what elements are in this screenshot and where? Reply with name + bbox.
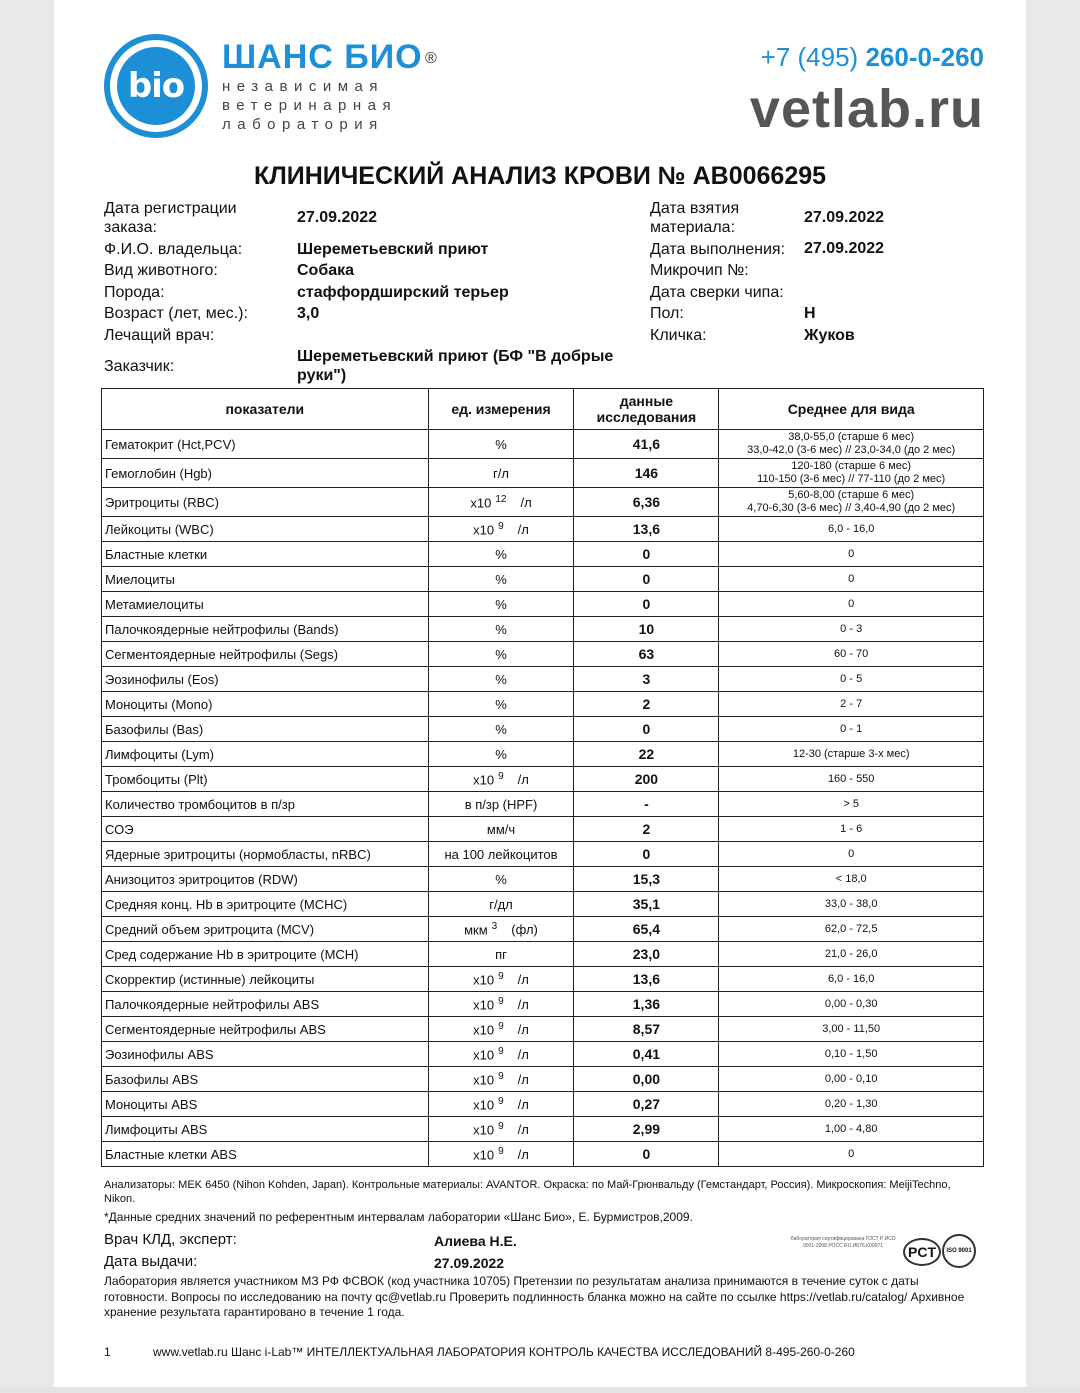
reference-range bbox=[719, 488, 984, 517]
parameter-name: Количество тромбоцитов в п/зр bbox=[102, 792, 429, 817]
reference-line: 0,10 - 1,50 bbox=[824, 1047, 878, 1060]
result-value: 0 bbox=[574, 567, 719, 592]
unit-base: x10 bbox=[473, 1122, 495, 1138]
unit-base: г/дл bbox=[489, 896, 513, 912]
table-row bbox=[102, 767, 984, 792]
parameter-name: Эозинофилы (Eos) bbox=[102, 667, 429, 692]
reference-line: 1,00 - 4,80 bbox=[824, 1122, 878, 1135]
species-value: Собака bbox=[297, 262, 355, 279]
unit-suffix: /л bbox=[517, 522, 529, 538]
unit-cell bbox=[428, 642, 574, 667]
unit-cell bbox=[428, 792, 574, 817]
viewer-left-margin bbox=[0, 0, 54, 1393]
unit-base: x10 bbox=[470, 495, 492, 511]
result-value: 0 bbox=[574, 717, 719, 742]
phone-main: 260-0-260 bbox=[865, 42, 984, 72]
result-value: 35,1 bbox=[574, 892, 719, 917]
reference-range bbox=[719, 692, 984, 717]
table-row bbox=[102, 488, 984, 517]
reference-line: 0 bbox=[848, 847, 855, 860]
unit-base: мкм bbox=[464, 922, 488, 938]
reference-line: 0 bbox=[848, 572, 855, 585]
unit-exponent: 9 bbox=[498, 1120, 504, 1132]
table-row bbox=[102, 692, 984, 717]
reference-line: 0,00 - 0,10 bbox=[824, 1072, 878, 1085]
certification-note: Лаборатория сертифицирована ГОСТ Р ИСО 9001-2008 РОСС RU.ИК76.К00071 bbox=[790, 1236, 896, 1249]
result-value: 15,3 bbox=[574, 867, 719, 892]
unit-cell bbox=[428, 992, 574, 1017]
unit-base: мм/ч bbox=[486, 821, 516, 837]
unit-cell bbox=[428, 842, 574, 867]
reference-line: 21,0 - 26,0 bbox=[824, 947, 878, 960]
parameter-name: Сегментоядерные нейтрофилы (Segs) bbox=[102, 642, 429, 667]
result-value: 65,4 bbox=[574, 917, 719, 942]
reference-note: *Данные средних значений по референтным интервалам лаборатории «Шанс Био», Е. Бурмистров,2009. bbox=[104, 1210, 693, 1224]
table-body bbox=[102, 430, 984, 1167]
result-value: 2 bbox=[574, 817, 719, 842]
reference-range bbox=[719, 642, 984, 667]
result-value: - bbox=[574, 792, 719, 817]
unit-cell bbox=[428, 1017, 574, 1042]
reference-line: < 18,0 bbox=[835, 872, 867, 885]
table-row bbox=[102, 1142, 984, 1167]
reference-line: 0 bbox=[848, 547, 855, 560]
unit-cell bbox=[428, 517, 574, 542]
parameter-name: Лимфоциты ABS bbox=[102, 1117, 429, 1142]
parameter-name: Бластные клетки ABS bbox=[102, 1142, 429, 1167]
parameter-name: Анизоцитоз эритроцитов (RDW) bbox=[102, 867, 429, 892]
table-row bbox=[102, 867, 984, 892]
unit-exponent: 9 bbox=[498, 770, 504, 782]
unit-cell bbox=[428, 942, 574, 967]
table-row bbox=[102, 1092, 984, 1117]
unit-base: % bbox=[495, 546, 507, 562]
phone-number bbox=[761, 42, 984, 73]
result-value: 146 bbox=[574, 459, 719, 488]
unit-exponent: 9 bbox=[498, 1045, 504, 1057]
unit-cell bbox=[428, 617, 574, 642]
viewer-right-margin bbox=[1026, 0, 1080, 1393]
reference-range bbox=[719, 917, 984, 942]
parameter-name: Гемоглобин (Hgb) bbox=[102, 459, 429, 488]
unit-exponent: 9 bbox=[498, 1145, 504, 1157]
unit-base: x10 bbox=[473, 772, 495, 788]
result-value: 1,36 bbox=[574, 992, 719, 1017]
owner-value: Шереметьевский приют bbox=[297, 241, 489, 258]
table-row bbox=[102, 430, 984, 459]
reference-line: 3,00 - 11,50 bbox=[822, 1022, 881, 1035]
parameter-name: Миелоциты bbox=[102, 567, 429, 592]
reference-range bbox=[719, 542, 984, 567]
unit-cell bbox=[428, 742, 574, 767]
reference-line: 12-30 (старше 3-х мес) bbox=[792, 747, 910, 760]
site-logo: vetlab.ru bbox=[749, 79, 984, 139]
unit-cell bbox=[428, 692, 574, 717]
sample-date-label: Дата взятия материала: bbox=[650, 200, 740, 236]
parameter-name: Сегментоядерные нейтрофилы ABS bbox=[102, 1017, 429, 1042]
customer-label: Заказчик: bbox=[104, 358, 175, 375]
result-value: 200 bbox=[574, 767, 719, 792]
reference-line: 0 - 3 bbox=[840, 622, 863, 635]
unit-suffix: /л bbox=[517, 1122, 529, 1138]
parameter-name: Моноциты ABS bbox=[102, 1092, 429, 1117]
unit-base: x10 bbox=[473, 522, 495, 538]
unit-base: на 100 лейкоцитов bbox=[444, 846, 558, 862]
reference-line: 0 - 1 bbox=[840, 722, 863, 735]
done-date-value: 27.09.2022 bbox=[804, 240, 885, 257]
table-row bbox=[102, 892, 984, 917]
results-table bbox=[101, 388, 984, 1167]
unit-suffix: /л bbox=[517, 997, 529, 1013]
header-result: данные исследования bbox=[574, 389, 719, 430]
analyzers-note: Анализаторы: MEK 6450 (Nihon Kohden, Japan). Контрольные материалы: AVANTOR. Окраска: по Май-Грюнвальду (Гемстандарт, Россия). Микроскопия: MeijiTechno, Nikon. bbox=[104, 1179, 951, 1205]
expert-label: Врач КЛД, эксперт: bbox=[104, 1231, 237, 1248]
unit-exponent: 9 bbox=[498, 970, 504, 982]
reg-date-label: Дата регистрации заказа: bbox=[104, 200, 237, 236]
result-value: 23,0 bbox=[574, 942, 719, 967]
unit-cell bbox=[428, 430, 574, 459]
unit-base: % bbox=[495, 696, 507, 712]
reference-line: 33,0-42,0 (3-6 мес) // 23,0-34,0 (до 2 мес) bbox=[747, 444, 956, 456]
unit-base: x10 bbox=[473, 1097, 495, 1113]
chip-check-label: Дата сверки чипа: bbox=[650, 284, 784, 301]
reference-range bbox=[719, 842, 984, 867]
parameter-name: Тромбоциты (Plt) bbox=[102, 767, 429, 792]
result-value: 0 bbox=[574, 842, 719, 867]
table-row bbox=[102, 592, 984, 617]
age-label: Возраст (лет, мес.): bbox=[104, 305, 248, 322]
table-row bbox=[102, 1067, 984, 1092]
reference-line: 6,0 - 16,0 bbox=[827, 522, 875, 535]
table-row bbox=[102, 717, 984, 742]
reference-line: 5,60-8,00 (старше 6 мес) bbox=[788, 489, 915, 501]
unit-cell bbox=[428, 592, 574, 617]
chip-label: Микрочип №: bbox=[650, 262, 749, 279]
reference-range bbox=[719, 1017, 984, 1042]
parameter-name: Гематокрит (Hct,PCV) bbox=[102, 430, 429, 459]
result-value: 41,6 bbox=[574, 430, 719, 459]
sex-label: Пол: bbox=[650, 305, 684, 322]
reference-line: 0 - 5 bbox=[840, 672, 863, 685]
reference-line: 4,70-6,30 (3-6 мес) // 3,40-4,90 (до 2 мес) bbox=[747, 502, 956, 514]
unit-base: x10 bbox=[473, 997, 495, 1013]
unit-cell bbox=[428, 459, 574, 488]
unit-suffix: /л bbox=[517, 1072, 529, 1088]
result-value: 0 bbox=[574, 542, 719, 567]
age-value: 3,0 bbox=[297, 305, 320, 322]
brand-subtitle-line-2: ветеринарная bbox=[222, 97, 398, 114]
reference-range bbox=[719, 667, 984, 692]
result-value: 22 bbox=[574, 742, 719, 767]
reference-range bbox=[719, 867, 984, 892]
bio-logo bbox=[104, 34, 208, 138]
parameter-name: Эозинофилы ABS bbox=[102, 1042, 429, 1067]
parameter-name: Лимфоциты (Lym) bbox=[102, 742, 429, 767]
brand-subtitle-line-3: лаборатория bbox=[222, 116, 384, 133]
result-value: 0 bbox=[574, 592, 719, 617]
sex-value: Н bbox=[804, 305, 816, 322]
reference-line: 6,0 - 16,0 bbox=[827, 972, 875, 985]
parameter-name: Базофилы (Bas) bbox=[102, 717, 429, 742]
done-date-label: Дата выполнения: bbox=[650, 241, 786, 258]
brand-subtitle-line-1: независимая bbox=[222, 78, 385, 95]
result-value: 10 bbox=[574, 617, 719, 642]
unit-suffix: /л bbox=[517, 1022, 529, 1038]
table-row bbox=[102, 842, 984, 867]
unit-cell bbox=[428, 1042, 574, 1067]
unit-base: % bbox=[495, 871, 507, 887]
parameter-name: Палочкоядерные нейтрофилы (Bands) bbox=[102, 617, 429, 642]
registered-mark: ® bbox=[425, 50, 437, 67]
result-value: 2 bbox=[574, 692, 719, 717]
table-row bbox=[102, 967, 984, 992]
parameter-name: СОЭ bbox=[102, 817, 429, 842]
parameter-name: Лейкоциты (WBC) bbox=[102, 517, 429, 542]
table-row bbox=[102, 567, 984, 592]
unit-base: % bbox=[495, 671, 507, 687]
reference-line: 38,0-55,0 (старше 6 мес) bbox=[788, 431, 915, 443]
reference-range bbox=[719, 967, 984, 992]
result-value: 8,57 bbox=[574, 1017, 719, 1042]
unit-cell bbox=[428, 967, 574, 992]
parameter-name: Метамиелоциты bbox=[102, 592, 429, 617]
reference-range bbox=[719, 1067, 984, 1092]
unit-suffix: /л bbox=[520, 495, 532, 511]
reference-line: 2 - 7 bbox=[840, 697, 863, 710]
parameter-name: Скорректир (истинные) лейкоциты bbox=[102, 967, 429, 992]
parameter-name: Моноциты (Mono) bbox=[102, 692, 429, 717]
table-row bbox=[102, 517, 984, 542]
reference-range bbox=[719, 617, 984, 642]
logo-text: bio bbox=[117, 47, 195, 125]
breed-value: стаффордширский терьер bbox=[297, 284, 509, 301]
parameter-name: Средняя конц. Hb в эритроците (MCHC) bbox=[102, 892, 429, 917]
page-number: 1 bbox=[104, 1345, 111, 1359]
reference-line: > 5 bbox=[843, 797, 859, 810]
document-title: КЛИНИЧЕСКИЙ АНАЛИЗ КРОВИ № AB0066295 bbox=[253, 162, 827, 190]
table-row bbox=[102, 917, 984, 942]
unit-cell bbox=[428, 892, 574, 917]
result-value: 63 bbox=[574, 642, 719, 667]
unit-cell bbox=[428, 1067, 574, 1092]
unit-cell bbox=[428, 488, 574, 517]
result-value: 0,00 bbox=[574, 1067, 719, 1092]
table-row bbox=[102, 542, 984, 567]
reference-range bbox=[719, 567, 984, 592]
unit-base: x10 bbox=[473, 1022, 495, 1038]
unit-base: % bbox=[495, 571, 507, 587]
reference-line: 0 bbox=[848, 597, 855, 610]
table-row bbox=[102, 667, 984, 692]
result-value: 3 bbox=[574, 667, 719, 692]
unit-exponent: 12 bbox=[495, 493, 507, 505]
table-row bbox=[102, 1017, 984, 1042]
reference-range bbox=[719, 792, 984, 817]
unit-suffix: /л bbox=[517, 1047, 529, 1063]
table-row bbox=[102, 459, 984, 488]
parameter-name: Средний объем эритроцита (MCV) bbox=[102, 917, 429, 942]
unit-base: x10 bbox=[473, 1072, 495, 1088]
pct-certification-mark: PCT bbox=[903, 1238, 941, 1266]
reference-range bbox=[719, 742, 984, 767]
reference-range bbox=[719, 592, 984, 617]
unit-suffix: /л bbox=[517, 972, 529, 988]
issue-date-value: 27.09.2022 bbox=[434, 1255, 505, 1271]
unit-base: x10 bbox=[473, 972, 495, 988]
reference-line: 33,0 - 38,0 bbox=[824, 897, 878, 910]
table-row bbox=[102, 1117, 984, 1142]
result-value: 13,6 bbox=[574, 517, 719, 542]
unit-base: % bbox=[495, 621, 507, 637]
result-value: 6,36 bbox=[574, 488, 719, 517]
breed-label: Порода: bbox=[104, 284, 165, 301]
unit-base: x10 bbox=[473, 1047, 495, 1063]
unit-cell bbox=[428, 1092, 574, 1117]
header-reference: Среднее для вида bbox=[719, 389, 984, 430]
lab-disclaimer: Лаборатория является участником МЗ РФ ФСВОК (код участника 10705) Претензии по результатам анализа принимаются в течение суток с даты готовности. Вопросы по исследованию на почту qc@vetlab.ru Проверить подлинность бланка можно на сайте по ссылке https://vetlab.ru/catalog/ Архивное хранение результата гарантировано в течение 1 года. bbox=[104, 1274, 965, 1319]
unit-cell bbox=[428, 917, 574, 942]
reference-range bbox=[719, 942, 984, 967]
reference-line: 62,0 - 72,5 bbox=[824, 922, 878, 935]
iso-certification-mark: ISO 9001 bbox=[942, 1234, 976, 1268]
reference-range bbox=[719, 817, 984, 842]
unit-exponent: 9 bbox=[498, 995, 504, 1007]
expert-name: Алиева Н.Е. bbox=[434, 1233, 517, 1249]
sample-date-value: 27.09.2022 bbox=[804, 209, 885, 226]
reg-date-value: 27.09.2022 bbox=[297, 209, 378, 226]
pet-name-label: Кличка: bbox=[650, 327, 707, 344]
reference-range bbox=[719, 717, 984, 742]
reference-line: 1 - 6 bbox=[840, 822, 863, 835]
reference-range bbox=[719, 767, 984, 792]
parameter-name: Ядерные эритроциты (нормобласты, nRBC) bbox=[102, 842, 429, 867]
parameter-name: Сред содержание Hb в эритроците (MCH) bbox=[102, 942, 429, 967]
header-unit: ед. измерения bbox=[428, 389, 574, 430]
reference-range bbox=[719, 1142, 984, 1167]
result-value: 13,6 bbox=[574, 967, 719, 992]
unit-cell bbox=[428, 717, 574, 742]
unit-base: x10 bbox=[473, 1147, 495, 1163]
phone-prefix: +7 (495) bbox=[760, 42, 859, 72]
table-row bbox=[102, 792, 984, 817]
unit-base: % bbox=[495, 646, 507, 662]
header-parameter: показатели bbox=[102, 389, 429, 430]
unit-cell bbox=[428, 767, 574, 792]
doctor-label: Лечащий врач: bbox=[104, 327, 215, 344]
reference-line: 120-180 (старше 6 мес) bbox=[791, 460, 912, 472]
reference-line: 160 - 550 bbox=[827, 772, 875, 785]
result-value: 0,27 bbox=[574, 1092, 719, 1117]
reference-range bbox=[719, 992, 984, 1017]
species-label: Вид животного: bbox=[104, 262, 218, 279]
result-value: 2,99 bbox=[574, 1117, 719, 1142]
reference-range bbox=[719, 892, 984, 917]
result-value: 0,41 bbox=[574, 1042, 719, 1067]
owner-label: Ф.И.О. владельца: bbox=[104, 241, 243, 258]
table-row bbox=[102, 942, 984, 967]
unit-suffix: /л bbox=[517, 772, 529, 788]
parameter-name: Палочкоядерные нейтрофилы ABS bbox=[102, 992, 429, 1017]
table-row bbox=[102, 1042, 984, 1067]
reference-range bbox=[719, 1092, 984, 1117]
reference-range bbox=[719, 1117, 984, 1142]
reference-range bbox=[719, 1042, 984, 1067]
unit-base: пг bbox=[495, 946, 507, 962]
unit-cell bbox=[428, 817, 574, 842]
reference-line: 0,00 - 0,30 bbox=[824, 997, 878, 1010]
unit-base: в п/зр (HPF) bbox=[464, 796, 538, 812]
reference-range bbox=[719, 430, 984, 459]
reference-line: 0,20 - 1,30 bbox=[824, 1097, 878, 1110]
unit-base: % bbox=[495, 721, 507, 737]
reference-line: 0 bbox=[848, 1147, 855, 1160]
unit-exponent: 3 bbox=[491, 920, 498, 932]
unit-suffix: /л bbox=[517, 1097, 529, 1113]
unit-base: % bbox=[495, 596, 507, 612]
unit-suffix: (фл) bbox=[511, 922, 538, 938]
table-row bbox=[102, 992, 984, 1017]
reference-line: 110-150 (3-6 мес) // 77-110 (до 2 мес) bbox=[757, 473, 946, 485]
table-row bbox=[102, 617, 984, 642]
result-value: 0 bbox=[574, 1142, 719, 1167]
unit-cell bbox=[428, 867, 574, 892]
reference-range bbox=[719, 459, 984, 488]
unit-cell bbox=[428, 667, 574, 692]
table-row bbox=[102, 817, 984, 842]
footer-line: www.vetlab.ru Шанс i-Lab™ ИНТЕЛЛЕКТУАЛЬНАЯ ЛАБОРАТОРИЯ КОНТРОЛЬ КАЧЕСТВА ИССЛЕДОВАНИЙ 8-495-260-0-260 bbox=[153, 1345, 855, 1359]
parameter-name: Эритроциты (RBC) bbox=[102, 488, 429, 517]
issue-date-label: Дата выдачи: bbox=[104, 1253, 198, 1270]
unit-exponent: 9 bbox=[498, 1070, 504, 1082]
unit-cell bbox=[428, 1117, 574, 1142]
reference-line: 60 - 70 bbox=[834, 647, 869, 660]
unit-base: % bbox=[495, 436, 507, 452]
table-row bbox=[102, 642, 984, 667]
unit-exponent: 9 bbox=[498, 520, 504, 532]
unit-exponent: 9 bbox=[498, 1095, 504, 1107]
parameter-name: Бластные клетки bbox=[102, 542, 429, 567]
parameter-name: Базофилы ABS bbox=[102, 1067, 429, 1092]
unit-cell bbox=[428, 567, 574, 592]
reference-range bbox=[719, 517, 984, 542]
table-header-row bbox=[102, 389, 984, 430]
table-row bbox=[102, 742, 984, 767]
viewer-bottom-margin bbox=[0, 1387, 1080, 1393]
pet-name-value: Жуков bbox=[804, 327, 855, 344]
unit-base: % bbox=[495, 746, 507, 762]
unit-cell bbox=[428, 542, 574, 567]
unit-exponent: 9 bbox=[498, 1020, 504, 1032]
unit-cell bbox=[428, 1142, 574, 1167]
customer-value: Шереметьевский приют (БФ "В добрые руки") bbox=[297, 348, 614, 384]
brand-name: ШАНС БИО bbox=[222, 38, 423, 76]
unit-suffix: /л bbox=[517, 1147, 529, 1163]
unit-base: г/л bbox=[493, 465, 509, 481]
